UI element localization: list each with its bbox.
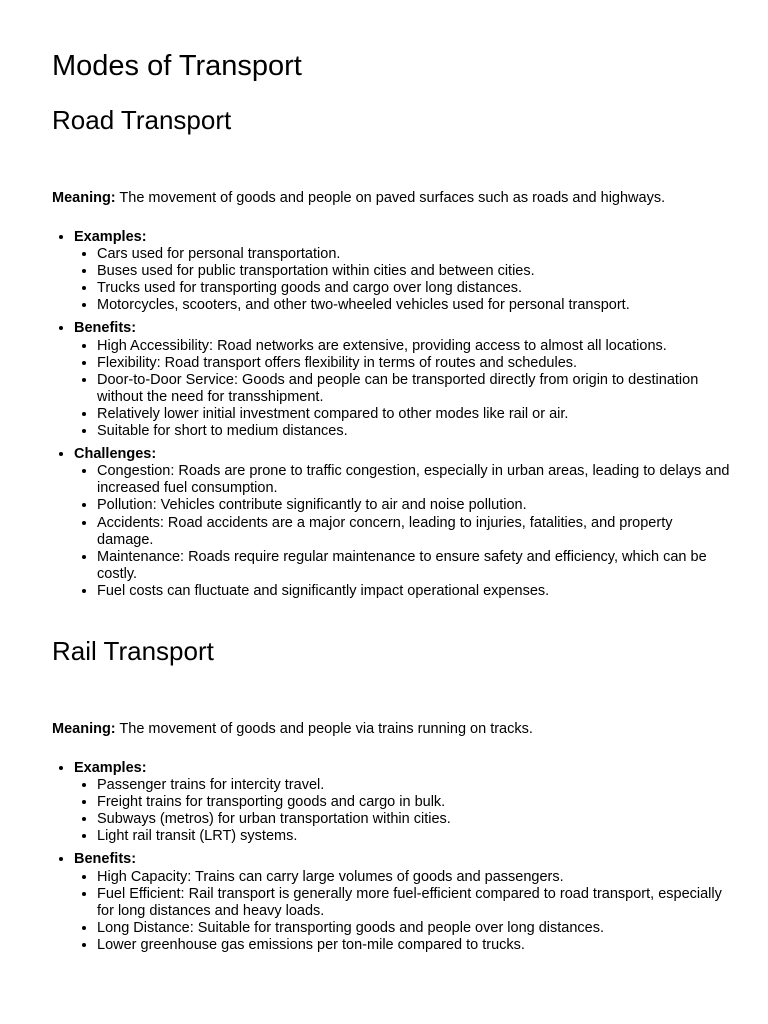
list-item: • Pollution: Vehicles contribute significantly to air and noise pollution. bbox=[97, 497, 732, 514]
road-challenges-list bbox=[74, 463, 732, 600]
road-meaning-label: Meaning: bbox=[52, 190, 116, 206]
rail-benefits-list bbox=[74, 869, 732, 954]
road-challenges-item bbox=[74, 446, 732, 600]
document-title: Modes of Transport bbox=[52, 50, 302, 82]
road-examples-item bbox=[74, 229, 732, 314]
rail-benefits-label: Benefits: bbox=[74, 851, 137, 868]
rail-meaning-text: The movement of goods and people via trains running on tracks. bbox=[115, 721, 533, 737]
list-item: • Motorcycles, scooters, and other two-wheeled vehicles used for personal transport. bbox=[97, 297, 732, 314]
rail-examples-list bbox=[74, 777, 732, 845]
road-transport-heading: Road Transport bbox=[52, 105, 232, 135]
list-item: • Fuel costs can fluctuate and significantly impact operational expenses. bbox=[97, 583, 732, 600]
list-item: • Passenger trains for intercity travel. bbox=[97, 777, 732, 794]
road-benefits-label: Benefits: bbox=[74, 320, 137, 337]
rail-meaning-paragraph bbox=[52, 721, 732, 738]
list-item: • Light rail transit (LRT) systems. bbox=[97, 828, 732, 845]
list-item: • Buses used for public transportation within cities and between cities. bbox=[97, 263, 732, 280]
road-benefits-list bbox=[74, 338, 732, 441]
road-challenges-label: Challenges: bbox=[74, 446, 157, 463]
list-item: • High Capacity: Trains can carry large volumes of goods and passengers. bbox=[97, 869, 732, 886]
list-item: • Trucks used for transporting goods and cargo over long distances. bbox=[97, 280, 732, 297]
list-item: • Suitable for short to medium distances. bbox=[97, 423, 732, 440]
road-category-list bbox=[52, 229, 732, 600]
list-item: • Congestion: Roads are prone to traffic congestion, especially in urban areas, leading to delays and increased fuel consumption. bbox=[97, 463, 732, 497]
rail-transport-section bbox=[52, 635, 732, 960]
list-item: • Maintenance: Roads require regular maintenance to ensure safety and efficiency, which can be costly. bbox=[97, 549, 732, 583]
road-examples-list bbox=[74, 246, 732, 314]
rail-examples-label: Examples: bbox=[74, 760, 147, 776]
rail-examples-item bbox=[74, 760, 732, 845]
rail-category-list bbox=[52, 760, 732, 954]
list-item: • Freight trains for transporting goods and cargo in bulk. bbox=[97, 794, 732, 811]
list-item: • High Accessibility: Road networks are extensive, providing access to almost all locations. bbox=[97, 338, 732, 355]
rail-benefits-item bbox=[74, 851, 732, 954]
list-item: • Cars used for personal transportation. bbox=[97, 246, 732, 263]
road-meaning-paragraph bbox=[52, 190, 732, 207]
road-examples-label: Examples: bbox=[74, 229, 147, 245]
road-benefits-item bbox=[74, 320, 732, 440]
list-item: • Subways (metros) for urban transportation within cities. bbox=[97, 811, 732, 828]
list-item: • Door-to-Door Service: Goods and people can be transported directly from origin to destination without the need for transshipment. bbox=[97, 372, 732, 406]
road-meaning-text: The movement of goods and people on paved surfaces such as roads and highways. bbox=[115, 190, 666, 206]
list-item: • Accidents: Road accidents are a major concern, leading to injuries, fatalities, and property damage. bbox=[97, 515, 732, 549]
road-transport-section bbox=[52, 104, 732, 606]
list-item: • Fuel Efficient: Rail transport is generally more fuel-efficient compared to road transport, especially for long distances and heavy loads. bbox=[97, 886, 732, 920]
rail-transport-heading: Rail Transport bbox=[52, 636, 214, 666]
list-item: • Long Distance: Suitable for transporting goods and people over long distances. bbox=[97, 920, 732, 937]
rail-meaning-label: Meaning: bbox=[52, 721, 116, 737]
list-item: • Relatively lower initial investment compared to other modes like rail or air. bbox=[97, 406, 732, 423]
list-item: • Flexibility: Road transport offers flexibility in terms of routes and schedules. bbox=[97, 355, 732, 372]
list-item: • Lower greenhouse gas emissions per ton-mile compared to trucks. bbox=[97, 937, 732, 954]
